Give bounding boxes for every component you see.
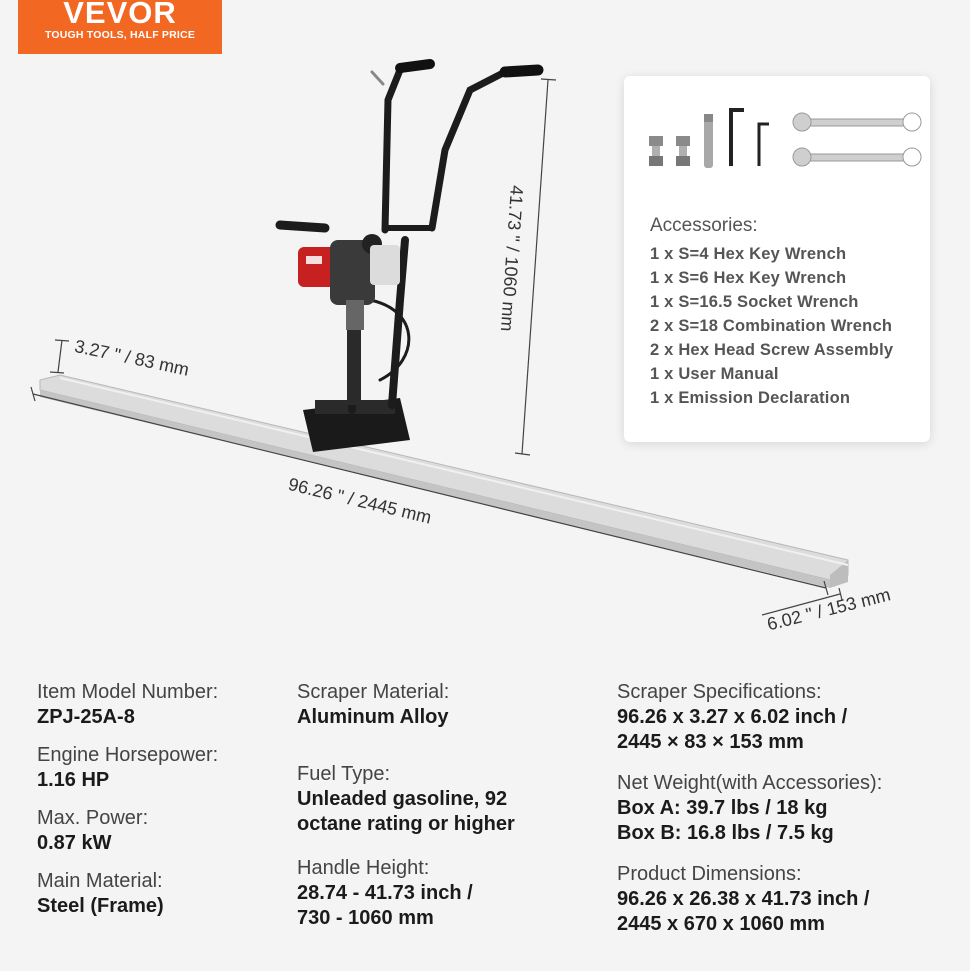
spec-engine-horsepower (37, 743, 337, 793)
specs-column-1 (37, 680, 337, 932)
spec-value: 1.16 HP (37, 769, 110, 791)
spec-label: Net Weight(with Accessories): (617, 772, 883, 794)
spec-label: Scraper Material: (297, 681, 450, 703)
spec-label: Product Dimensions: (617, 863, 802, 885)
width-dimension-label: 6.02 " / 153 mm (765, 584, 893, 635)
spec-label: Main Material: (37, 870, 163, 892)
specs-column-3 (617, 680, 957, 950)
spec-value: octane rating or higher (297, 813, 515, 835)
spec-label: Engine Horsepower: (37, 744, 219, 766)
spec-scraper-material (297, 680, 597, 730)
spec-model-number (37, 680, 337, 730)
socket-wrench-icon (704, 114, 713, 168)
spec-value: 96.26 x 26.38 x 41.73 inch / (617, 888, 870, 910)
specs-column-2 (297, 680, 597, 944)
list-item: 1 x Emission Declaration (650, 389, 851, 407)
hex-key-icon (731, 110, 769, 166)
spec-value: 730 - 1060 mm (297, 907, 434, 929)
spec-value: 2445 × 83 × 153 mm (617, 731, 804, 753)
list-item: 1 x User Manual (650, 365, 779, 383)
spec-net-weight (617, 771, 957, 846)
list-item: 1 x S=6 Hex Key Wrench (650, 269, 847, 287)
spec-value: Aluminum Alloy (297, 706, 449, 728)
list-item: 1 x S=16.5 Socket Wrench (650, 293, 859, 311)
spec-value: 96.26 x 3.27 x 6.02 inch / (617, 706, 848, 728)
spec-value: 28.74 - 41.73 inch / (297, 882, 473, 904)
brand-tagline: TOUGH TOOLS, HALF PRICE (44, 29, 196, 41)
accessories-list (650, 242, 893, 410)
spec-value: Steel (Frame) (37, 895, 164, 917)
list-item: 1 x S=4 Hex Key Wrench (650, 245, 847, 263)
spec-value: 0.87 kW (37, 832, 112, 854)
spec-product-dimensions (617, 862, 957, 937)
height-dimension-label: 41.73 " / 1060 mm (496, 184, 527, 333)
combination-wrench-icon (793, 113, 921, 166)
brand-name: VEVOR (63, 0, 177, 24)
spec-max-power (37, 806, 337, 856)
hex-head-screw-icon (649, 136, 690, 166)
spec-value: Box A: 39.7 lbs / 18 kg (617, 797, 828, 819)
spec-handle-height (297, 856, 597, 931)
list-item: 2 x S=18 Combination Wrench (650, 317, 893, 335)
length-dimension-label: 96.26 " / 2445 mm (286, 474, 434, 528)
spec-fuel-type (297, 762, 597, 837)
spec-value: Unleaded gasoline, 92 (297, 788, 508, 810)
accessory-tools-illustration (634, 104, 924, 184)
spec-main-material (37, 869, 337, 919)
spec-label: Scraper Specifications: (617, 681, 822, 703)
blade-height-dimension-label: 3.27 " / 83 mm (72, 336, 191, 380)
spec-value: ZPJ-25A-8 (37, 706, 135, 728)
spec-value: Box B: 16.8 lbs / 7.5 kg (617, 822, 834, 844)
spec-value: 2445 x 670 x 1060 mm (617, 913, 825, 935)
handle-frame (280, 70, 505, 410)
spec-label: Handle Height: (297, 857, 430, 879)
engine (298, 234, 400, 405)
accessories-title: Accessories: (650, 215, 758, 236)
spec-label: Max. Power: (37, 807, 149, 829)
accessories-card (624, 76, 930, 442)
spec-label: Fuel Type: (297, 763, 391, 785)
spec-scraper-specifications (617, 680, 957, 755)
list-item: 2 x Hex Head Screw Assembly (650, 341, 894, 359)
spec-label: Item Model Number: (37, 681, 219, 703)
